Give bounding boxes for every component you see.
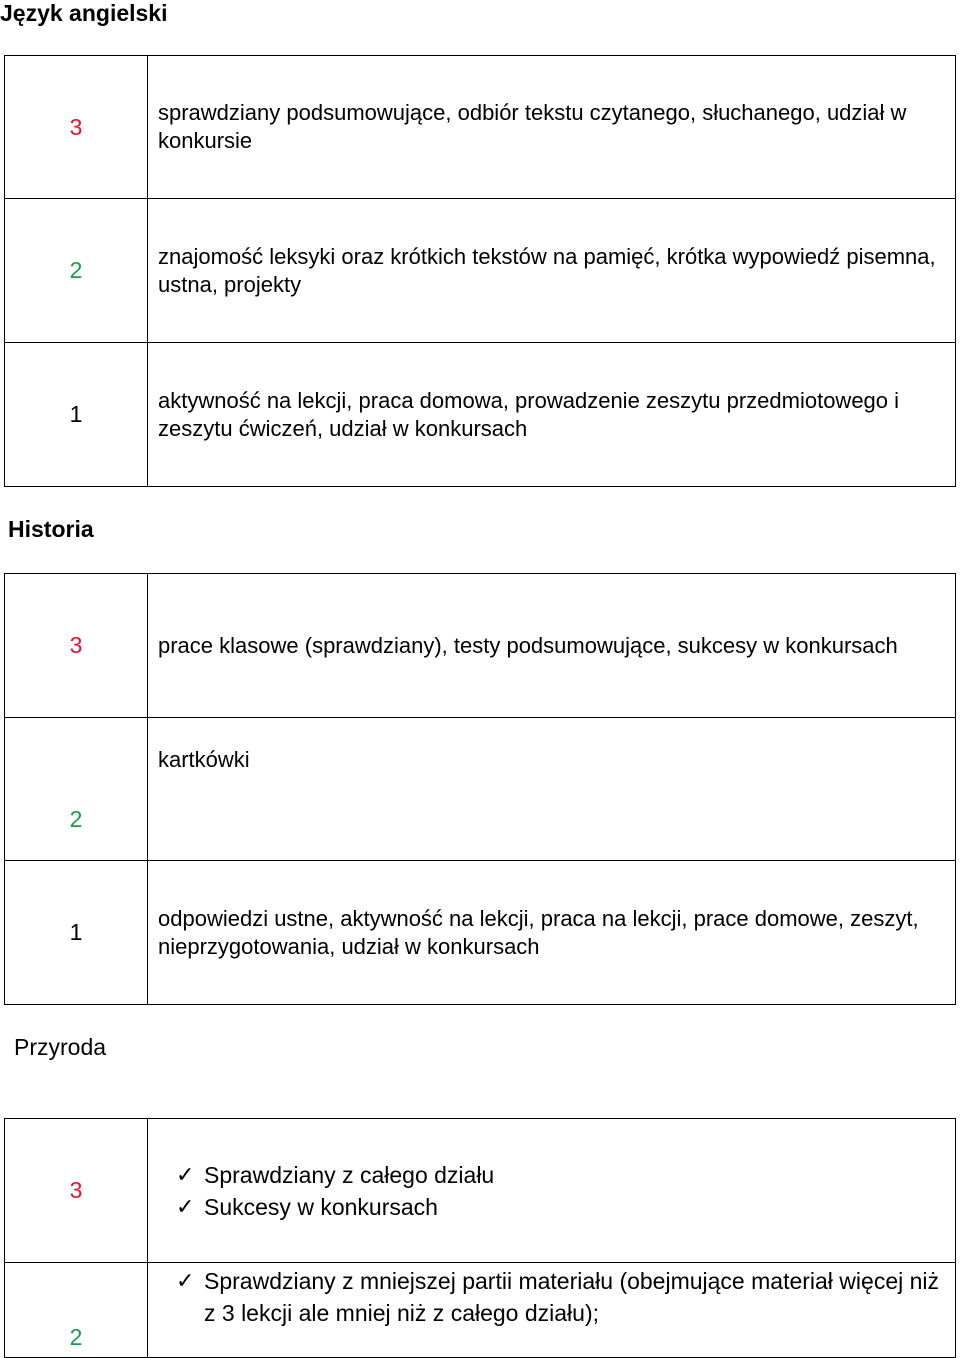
table-row [5, 56, 956, 199]
table-row [5, 199, 956, 343]
grade-value: 3 [5, 56, 148, 199]
grade-description: aktywność na lekcji, praca domowa, prowadzenie zeszytu przedmiotowego i zeszytu ćwiczeń, udział w konkursach [148, 343, 956, 487]
list-item-text: Sprawdziany z całego działu [204, 1161, 495, 1188]
table-row [5, 343, 956, 487]
grade-value: 3 [5, 574, 148, 718]
grade-description [148, 1119, 956, 1263]
history-grades-table [4, 573, 956, 1005]
list-item [176, 1191, 949, 1223]
grade-description: znajomość leksyki oraz krótkich tekstów na pamięć, krótka wypowiedź pisemna, ustna, projekty [148, 199, 956, 343]
criteria-list [158, 1159, 949, 1223]
table-row [5, 574, 956, 718]
english-grades-table [4, 55, 956, 487]
section-title-english: Język angielski [0, 0, 168, 26]
check-icon: ✓ [176, 1161, 195, 1187]
grade-description: odpowiedzi ustne, aktywność na lekcji, praca na lekcji, prace domowe, zeszyt, nieprzygotowania, udział w konkursach [148, 861, 956, 1005]
grade-description: sprawdziany podsumowujące, odbiór tekstu czytanego, słuchanego, udział w konkursie [148, 56, 956, 199]
grade-value: 3 [5, 1119, 148, 1263]
table-row [5, 1119, 956, 1263]
grade-value: 2 [5, 199, 148, 343]
section-title-history: Historia [8, 516, 94, 542]
grade-value: 1 [5, 861, 148, 1005]
grade-value: 2 [5, 718, 148, 861]
grade-description: kartkówki [148, 718, 956, 861]
section-title-nature: Przyroda [14, 1034, 107, 1060]
list-item [176, 1159, 949, 1191]
grade-description: prace klasowe (sprawdziany), testy podsumowujące, sukcesy w konkursach [148, 574, 956, 718]
list-item-text: Sukcesy w konkursach [204, 1193, 438, 1220]
list-item-text: Sprawdziany z mniejszej partii materiału (obejmujące materiał więcej niż z 3 lekcji ale mniej niż z całego działu); [204, 1268, 940, 1326]
criteria-list [158, 1265, 949, 1329]
table-row [5, 1263, 956, 1358]
check-icon: ✓ [176, 1193, 195, 1219]
grade-description [148, 1263, 956, 1358]
table-row [5, 718, 956, 861]
grade-value: 1 [5, 343, 148, 487]
list-item [176, 1265, 949, 1329]
nature-grades-table [4, 1118, 956, 1358]
table-row [5, 861, 956, 1005]
grade-value: 2 [5, 1263, 148, 1358]
check-icon: ✓ [176, 1268, 195, 1293]
